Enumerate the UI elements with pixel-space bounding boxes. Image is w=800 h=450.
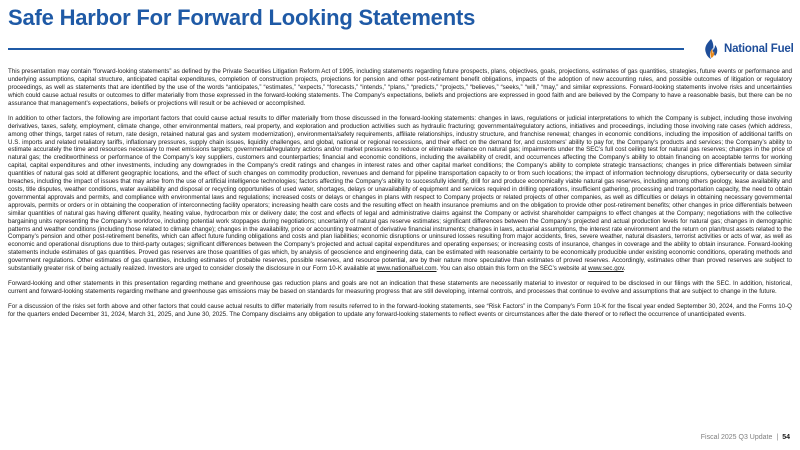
sec-link[interactable]: www.sec.gov: [588, 265, 624, 273]
nationalfuel-link[interactable]: www.nationalfuel.com: [376, 265, 437, 273]
paragraph-3: Forward-looking and other statements in this presentation regarding methane and greenhouse gas reduction plans and goals are not an indication that these statements are necessarily material to investor or required to be disclosed in our filings with the SEC. In addition, historical, current and forward-looking statements regarding methane and greenhouse gas emissions may be based on standards for measuring progress that are still developing, internal controls, and processes that continue to evolve and assumptions that are subject to change in the future.: [8, 280, 792, 296]
logo-text: National Fuel: [724, 43, 794, 55]
paragraph-2-end: .: [623, 265, 626, 273]
company-logo: [700, 38, 796, 60]
page-number: 54: [782, 434, 790, 441]
footer-separator: |: [776, 434, 779, 441]
paragraph-2-main: In addition to other factors, the following are important factors that could cause actual results to differ materially from those discussed in the forward-looking statements: changes in laws, regulations or judicial interpretations to which the Company is subject, including those involving derivatives, taxes, safety, employment, climate change, other environmental matters, real property, and exploration and production activities such as hydraulic fracturing; governmental/regulatory actions, initiatives and proceedings, including those involving rate cases (which address, among other things, target rates of return, rate design, retained natural gas and system modernization), environmental/safety requirements, affiliate relationships, industry structure, and franchise renewal; changes in economic conditions, including the imposition of additional tariffs on U.S. imports and related retaliatory tariffs, inflationary pressures, supply chain issues, liquidity challenges, and global, national or regional recessions, and their effect on the demand for, and customers’ ability to pay for, the Company’s products and services; the Company’s ability to estimate accurately the time and resources necessary to meet emissions targets; governmental/regulatory actions and/or market pressures to reduce or eliminate reliance on natural gas; impairments under the SEC’s full cost ceiling test for natural gas reserves; changes in the price of natural gas; the creditworthiness or performance of the Company’s key suppliers, customers and counterparties; financial and economic conditions, including the availability of credit, and occurrences affecting the Company’s ability to obtain financing on acceptable terms for working capital, capital expenditures and other investments, including any downgrades in the Company’s credit ratings and changes in interest rates and other capital market conditions; the Company’s ability to complete strategic transactions; changes in price differentials between similar quantities of natural gas sold at different geographic locations, and the effect of such changes on commodity production, revenues and demand for pipeline transportation capacity to or from such locations; the impact of information technology disruptions, cybersecurity or data security breaches, including the impact of issues that may arise from the use of artificial intelligence technologies; factors affecting the Company’s ability to successfully identify, drill for and produce economically viable natural gas reserves, including among others geology, lease availability and costs, title disputes, weather conditions, water availability and disposal or recycling opportunities of used water, shortages, delays or unavailability of equipment and services required in drilling operations, insufficient gathering, processing and transportation capacity, the need to obtain governmental approvals and permits, and compliance with environmental laws and regulations; increased costs or delays or changes in plans with respect to Company projects or related projects of other companies, as well as difficulties or delays in obtaining necessary governmental approvals, permits or orders or in obtaining the cooperation of interconnecting facility operators; increasing health care costs and the resulting effect on health insurance premiums and on the obligation to provide other post-retirement benefits; other changes in price differentials between similar quantities of natural gas having different quality, heating value, hydrocarbon mix or delivery date; the cost and effects of legal and administrative claims against the Company or activist shareholder campaigns to effect changes at the Company; negotiations with the collective bargaining units representing the Company’s workforce, including potential work stoppages during negotiations; uncertainty of natural gas reserve estimates; significant differences between the Company’s projected and actual production levels for natural gas; changes in demographic patterns and weather conditions (including those related to climate change); changes in the availability, price or accounting treatment of derivative financial instruments; changes in laws, actuarial assumptions, the interest rate environment and the return on plan/trust assets related to the Company’s pension and other post-retirement benefits, which can affect future funding obligations and costs and plan liabilities; economic disruptions or uninsured losses resulting from major accidents, fires, severe weather, natural disasters, terrorist activities or acts of war, as well as economic and operational disruptions due to third-party outages; significant differences between the Company’s projected and actual capital expenditures and operating expenses; or increasing costs of insurance, changes in coverage and the ability to obtain insurance. Forward-looking statements include estimates of gas quantities. Proved gas reserves are those quantities of gas which, by analysis of geoscience and engineering data, can be estimated with reasonable certainty to be economically producible under existing economic conditions, operating methods and government regulations. Other estimates of gas quantities, including estimates of probable reserves, possible reserves, and resource potential, are by their nature more speculative than estimates of proved reserves. Accordingly, estimates other than proved reserves are subject to substantially greater risk of being actually realized. Investors are urged to consider closely the disclosure in our Form 10-K available at: [8, 114, 792, 273]
page-title: Safe Harbor For Forward Looking Statements: [8, 5, 476, 30]
footer-label: Fiscal 2025 Q3 Update: [700, 434, 773, 441]
paragraph-2-mid: . You can also obtain this form on the SEC’s website at: [436, 265, 589, 273]
paragraph-1: This presentation may contain “forward-looking statements” as defined by the Private Securities Litigation Reform Act of 1995, including statements regarding future prospects, plans, objectives, goals, projections, estimates of gas quantities, strategies, future events or performance and underlying assumptions, capital structure, anticipated capital expenditures, completion of construction projects, projections for pension and other post-retirement benefit obligations, impacts of the adoption of new accounting rules, and possible outcomes of litigation or regulatory proceedings, as well as statements that are identified by the use of the words “anticipates,” “estimates,” “expects,” “forecasts,” “intends,” “plans,” “predicts,” “projects,” “believes,” “seeks,” “will,” “may,” and similar expressions. Forward-looking statements involve risks and uncertainties which could cause actual results or outcomes to differ materially from those expressed in the forward-looking statements. The Company’s expectations, beliefs and projections are expressed in good faith and are believed by the Company to have a reasonable basis, but there can be no assurance that management’s expectations, beliefs or projections will result or be achieved or accomplished.: [8, 68, 792, 107]
title-divider: [8, 48, 684, 50]
slide-footer: [701, 434, 790, 441]
flame-logo-icon: [700, 38, 722, 60]
paragraph-2: [8, 115, 792, 273]
safe-harbor-body: [8, 68, 792, 326]
paragraph-4: For a discussion of the risks set forth above and other factors that could cause actual results to differ materially from results referred to in the forward-looking statements, see “Risk Factors” in the Company’s Form 10-K for the fiscal year ended September 30, 2024, and the Forms 10-Q for the quarters ended December 31, 2024, March 31, 2025, and June 30, 2025. The Company disclaims any obligation to update any forward-looking statements to reflect events or circumstances after the date thereof or to reflect the occurrence of unanticipated events.: [8, 303, 792, 319]
